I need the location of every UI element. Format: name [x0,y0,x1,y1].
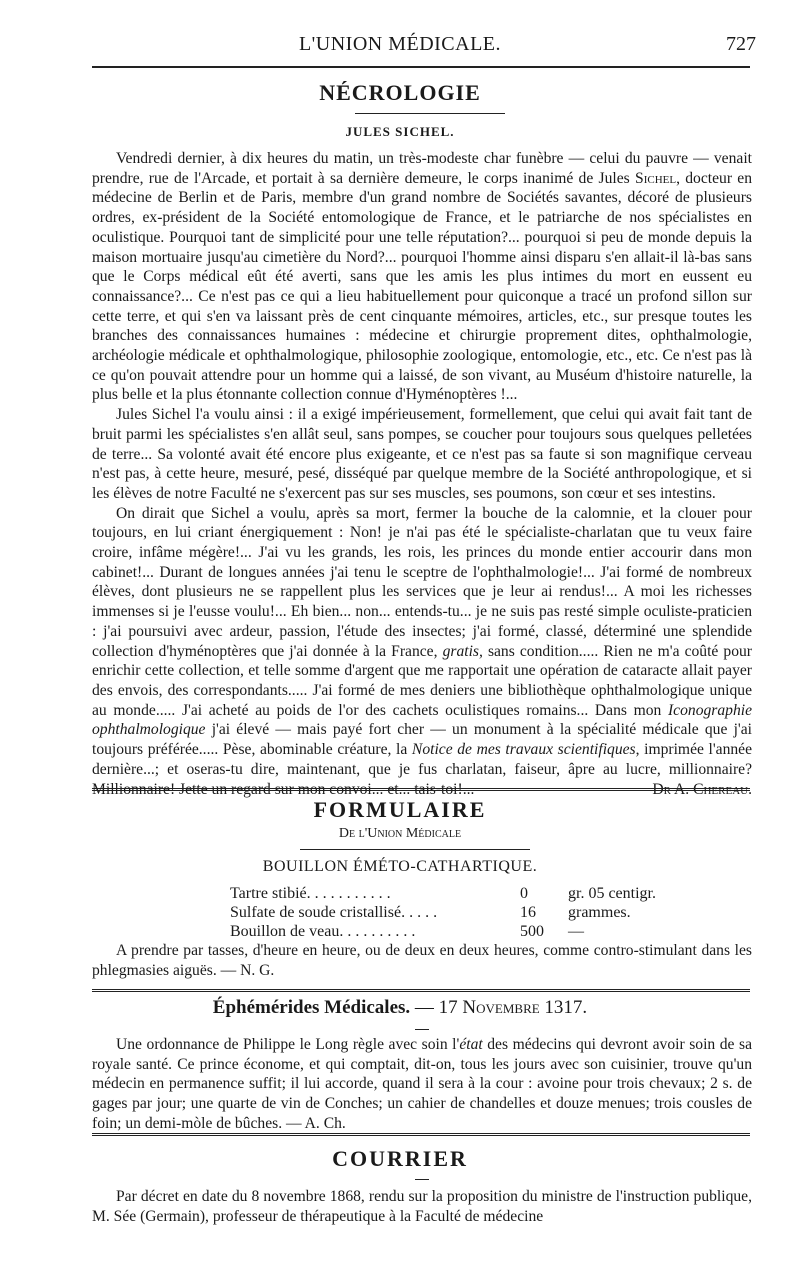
recipe-row [230,922,656,941]
formulaire-note: A prendre par tasses, d'heure en heure, ou de deux en deux heures, comme contro-stimulant dans les phlegmasies aiguës. — N. G. [92,942,752,979]
formulaire-subtitle [0,826,800,842]
p3-text-b: sans condition..... Rien ne m'a coûté pour enrichir cette collection, et telle somme d'argent que me rapportait une opération de cataracte allait payer des envois, des correspondants..... J'ai formé de mes deniers une bibliothèque ophthalmologique unique au monde..... J'ai acheté au poids de l'or des cachets oculistiques romains... Dans mon [92,642,752,719]
page-number: 727 [726,33,756,55]
necrologie-title: NÉCROLOGIE [319,80,481,105]
ephemerides-dash [415,1029,429,1030]
ephemerides-title: Éphémérides Médicales. [212,997,411,1018]
formulaire-title: FORMULAIRE [313,797,487,822]
running-title: L'UNION MÉDICALE. [298,33,502,55]
ephemerides-separator [92,989,750,992]
ingredient-qty: 0 [520,885,528,902]
header-rule [92,66,750,68]
ingredient-name: Tartre stibié. . . . . . . . . . . [230,885,391,902]
courrier-body [92,1187,752,1226]
p3-iconographie: Iconographie ophthalmologique [92,701,752,739]
recipe-row [230,903,656,922]
necrologie-subtitle: JULES SICHEL. [345,124,455,139]
ingredient-unit: gr. 05 centigr. [568,885,656,902]
p3-text-a: On dirait que Sichel a voulu, après sa mort, fermer la bouche de la calomnie, et la clouer pour toujours, en lui criant énergiquement : Non! je n'ai pas été le spécialiste-charlatan que tu veux faire croire, infâme mégère!... J'ai vu les grands, les rois, les princes du monde entier accourir dans mon cabinet!... Durant de longues années j'ai tenu le sceptre de l'ophthalmologie!... J'ai formé de nombreux élèves, dont plusieurs ne se rappellent plus les services que je leur ai rendus!... A moi les richesses immenses si je l'eusse voulu!... Eh bien... non... entends-tu... je ne suis pas resté simple oculiste-praticien : j'ai poursuivi avec ardeur, passion, l'étude des insectes; j'ai formé, classé, déterminé une splendide collection d'hyménoptères que j'ai donnée à la France, [92,504,752,660]
p3-notice: Notice de mes travaux scientifiques [411,741,636,759]
p1-text-b: , docteur en médecine de Berlin et de Paris, membre d'un grand nombre de Sociétés savantes, décoré de plusieurs ordres, ex-président de la Société entomologique de France, et le patriarche de nos spécialistes en oculistique. Pourquoi tant de simplicité pour une telle réputation?... pourquoi si peu de monde depuis la maison mortuaire jusqu'au cimetière du Nord?... pourquoi l'homme ainsi disparu s'en allait-il là-bas sans que le Corps médical eût été averti, sans que les amis les plus intimes du mort en eussent eu connaissance?... Ce n'est pas ce qui a lieu habituellement pour quiconque a tracé un profond sillon sur cette terre, et qui s'en va laissant près de cent cinquante mémoires, articles, etc., sur presque toutes les branches des connaissances humaines : médecine et chirurgie proprement dites, ophthalmologie, archéologie médicale et ophthalmologique, philosophie zoologique, entomologie, etc., etc. Ce n'est pas là ce qu'on pouvait attendre pour un homme qui a laissé, de son vivant, au Muséum d'histoire naturelle, la plus belle et la plus étonnante collection connue d'Hyménoptères !... [92,169,753,404]
formulaire-note-block [92,941,752,980]
necrologie-paragraph-3 [92,504,752,800]
page-header [0,33,800,59]
necrologie-body [92,149,752,799]
necrologie-title-rule [355,113,505,114]
ephemerides-text-a: Une ordonnance de Philippe le Long règle avec soin l' [116,1036,460,1053]
formulaire-subtitle-text: De l'Union Médicale [338,826,462,841]
p3-text-c: j'ai élevé — mais payé fort cher — un monument à la spécialité médicale que j'ai toujours préférée..... Pèse, abominable créature, la [92,721,752,759]
ephemerides-etat: état [459,1036,483,1053]
ingredient-unit: — [568,923,584,940]
ephemerides-heading [0,997,800,1019]
courrier-paragraph: Par décret en date du 8 novembre 1868, rendu sur la proposition du ministre de l'instruction publique, M. Sée (Germain), professeur de thérapeutique à la Faculté de médecine [92,1188,752,1225]
formulaire-subtitle-rule [300,849,530,850]
recipe-ingredients [230,884,656,941]
recipe-row [230,884,656,903]
ingredient-name: Bouillon de veau. . . . . . . . . . [230,923,416,940]
ephemerides-paragraph [92,1035,752,1134]
necrologie-signature: Dr A. Chereau. [652,780,752,798]
ingredient-unit: grammes. [568,904,631,921]
formulaire-separator [92,788,750,791]
p3-gratis: gratis, [442,642,483,660]
necrologie-paragraph-1 [92,149,752,405]
ingredient-qty: 500 [520,923,544,940]
courrier-separator [92,1133,750,1136]
ephemerides-text-b: des médecins qui devront avoir soin de sa royale santé. Ce prince économe, et qui comptait, dit-on, tous les jours avec son cuisinier, trouve qu'un médecin en permanence suffit; il lui accorde, quand il sera à la cour : avoine pour trois chevaux; 2 s. de gages par jour; une quarte de vin de Conches; un cahier de chandelles et douze menues; trois cousles de foin; un demi-mòle de bûches. — A. Ch. [92,1036,752,1132]
p1-name: Sichel [635,169,677,187]
ingredient-qty: 16 [520,904,536,921]
ephemerides-body [92,1035,752,1134]
necrologie-paragraph-2: Jules Sichel l'a voulu ainsi : il a exigé impérieusement, formellement, que celui qui avait fait tant de bruit parmi les spécialistes s'en allât seul, sans pompes, se coucher pour toujours sous quelques pelletées de terre... Sa volonté avait été encore plus exigeante, et ce n'est pas sa faute si son magnifique cerveau n'est pas, à cette heure, mesuré, pesé, disséqué par quelque membre de la Société anthropologique, et si les élèves de notre Faculté ne s'exercent pas sur ses muscles, ses poumons, son cœur et ses intestins. [92,406,752,502]
ephemerides-date: — 17 Novembre 1317. [414,997,588,1018]
p1-text-a: Vendredi dernier, à dix heures du matin, un très-modeste char funèbre — celui du pauvre — venait prendre, rue de l'Arcade, et portait à sa dernière demeure, le corps inanimé de Jules [92,150,752,187]
courrier-title: COURRIER [332,1146,468,1171]
recipe-title: BOUILLON ÉMÉTO-CATHARTIQUE. [262,858,538,875]
ingredient-name: Sulfate de soude cristallisé. . . . . [230,904,438,921]
p3-text-d: , imprimée l'année dernière...; et oseras-tu dire, maintenant, que je fus charlatan, faiseur, âpre au lucre, millionnaire? Millionnaire! Jette un regard sur mon convoi... et... tais-toi!... [92,741,753,798]
courrier-dash [415,1179,429,1180]
